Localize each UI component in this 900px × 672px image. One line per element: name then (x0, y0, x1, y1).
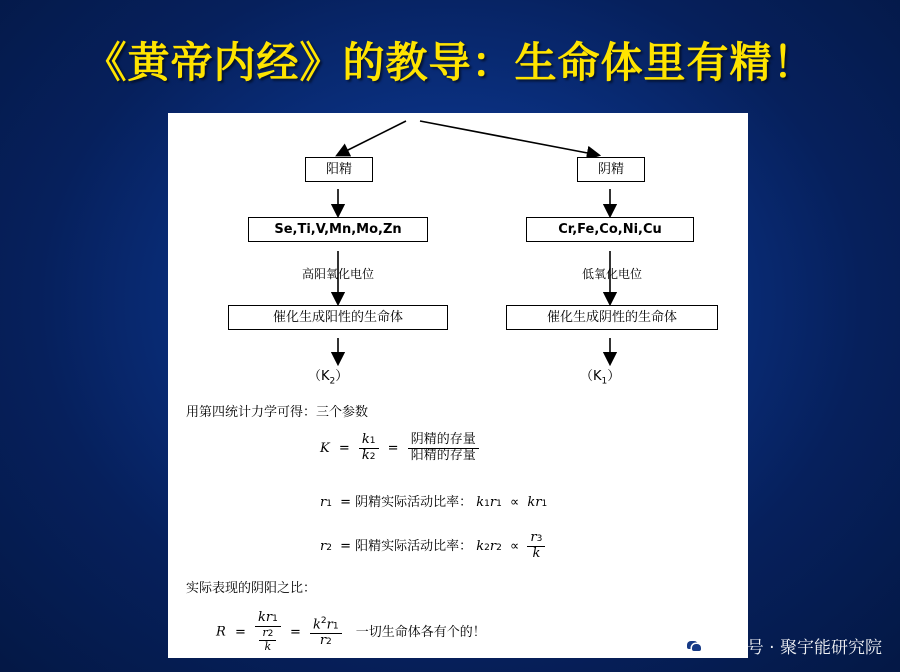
equation-r2: r2 = 阳精实际活动比率： k2r2 ∝ $\frac{r3}{k}$ (320, 531, 545, 562)
equation-r1: r1 = 阴精实际活动比率： k1r1 ∝ kr1 (320, 495, 548, 510)
node-yin-result: 催化生成阴性的生命体 (506, 305, 718, 330)
text-line-ratio: 实际表现的阴阳之比： (186, 581, 317, 596)
node-yang-result: 催化生成阳性的生命体 (228, 305, 448, 330)
watermark (683, 633, 882, 658)
label-yang-k: $(K_2)$ (308, 369, 349, 387)
equation-K: K = $\frac{k1}{k2}$ = $\frac{\text{阴精的存量}}{\text{阳精的存量}}$ (320, 433, 479, 464)
slide-figure (168, 113, 748, 658)
diagram-arrows (168, 113, 748, 403)
equation-R: R = $\frac{kr1}{\frac{r2}{k}}$ = $\frac{k^2r1}{r2}$ 一切生命体各有个的！ (216, 610, 486, 653)
node-yang-jing: 阳精 (305, 157, 373, 182)
node-yang-elements: Se,Ti,V,Mn,Mo,Zn (248, 217, 428, 242)
label-yang-potential: 高阳氧化电位 (301, 267, 374, 281)
text-line-parameters: 用第四统计力学可得：三个参数 (186, 405, 369, 420)
page-title: 《黄帝内经》的教导：生命体里有精！ (84, 38, 816, 87)
flow-diagram (168, 113, 748, 403)
watermark-label: 公众号 · 聚宇能研究院 (712, 638, 882, 658)
label-yin-potential: 低氧化电位 (581, 267, 642, 281)
label-yin-k: $(K_1)$ (580, 369, 621, 387)
wechat-icon (683, 635, 705, 657)
node-yin-jing: 阴精 (577, 157, 645, 182)
node-yin-elements: Cr,Fe,Co,Ni,Cu (526, 217, 694, 242)
